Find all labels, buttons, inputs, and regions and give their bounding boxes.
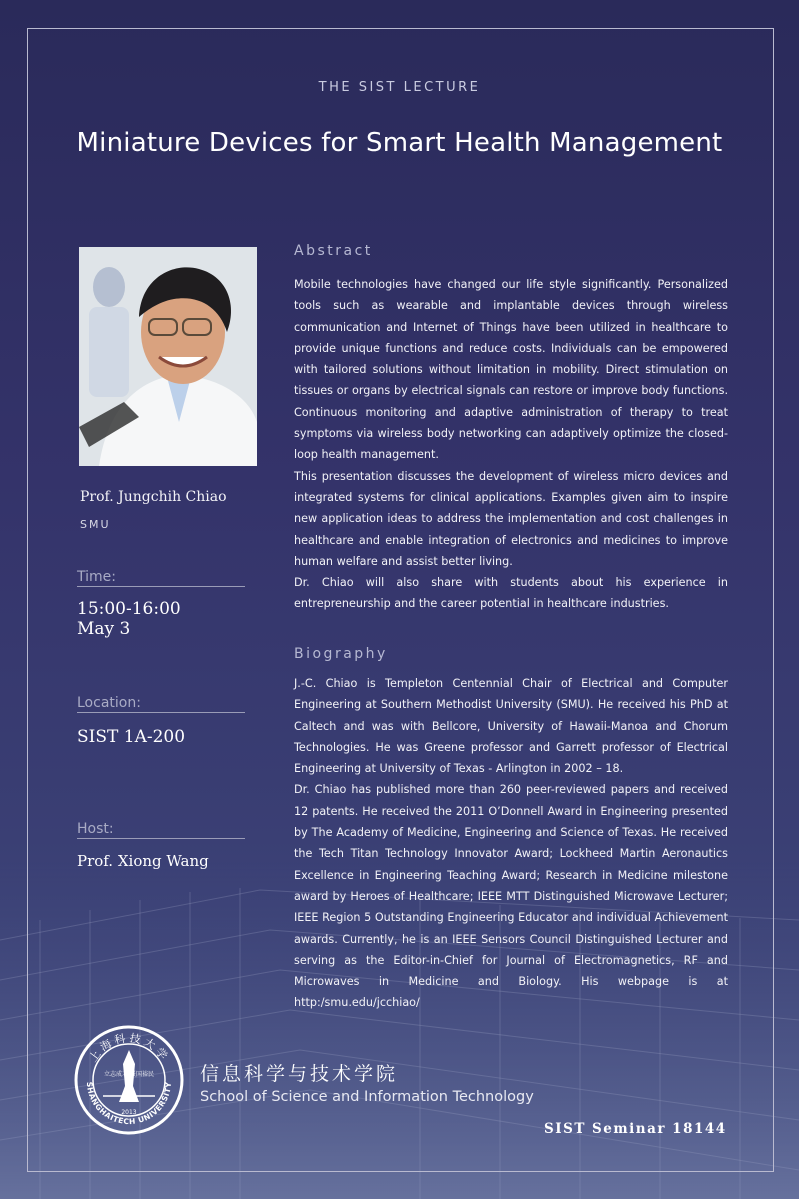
abstract-heading: Abstract — [294, 243, 373, 259]
speaker-name: Prof. Jungchih Chiao — [80, 489, 227, 505]
date: May 3 — [77, 619, 131, 639]
svg-text:上海科技大学: 上海科技大学 — [86, 1031, 172, 1065]
time-range: 15:00-16:00 — [77, 599, 181, 619]
abstract-paragraph: Mobile technologies have changed our life style significantly. Personalized tools such as wearable and implantable devices through wireless communication and Internet of Things have been utilized in healthcare to provide unique functions and reduce costs. Individuals can be empowered with tailored solutions without limitation in mobility. Direct stimulation on tissues or organs by electrical signals can restore or improve body functions. Continuous monitoring and adaptive administration of therapy to treat symptoms via wireless body networking can adaptively optimize the closed-loop health management. — [294, 278, 728, 462]
time-label: Time: — [77, 569, 245, 587]
location-label: Location: — [77, 695, 245, 713]
lecture-series-label: THE SIST LECTURE — [318, 80, 481, 95]
university-seal-logo — [73, 1024, 185, 1136]
svg-text:2013: 2013 — [121, 1109, 137, 1116]
svg-text:立志成才 报国裕民: 立志成才 报国裕民 — [104, 1071, 154, 1078]
biography-paragraph: J.-C. Chiao is Templeton Centennial Chair of Electrical and Computer Engineering at Southern Methodist University (SMU). He received his PhD at Caltech and was with Bellcore, University of Hawaii-Manoa and Chorum Technologies. He was Greene professor and Garrett professor of Electrical Engineering at University of Texas - Arlington in 2002 – 18. — [294, 677, 728, 776]
speaker-photo — [79, 247, 257, 466]
biography-heading: Biography — [294, 646, 388, 662]
school-name-english: School of Science and Information Technology — [200, 1089, 534, 1105]
biography-text — [294, 673, 728, 1014]
time-value — [77, 599, 181, 639]
lecture-title: Miniature Devices for Smart Health Management — [76, 128, 723, 158]
seminar-number: SIST Seminar 18144 — [544, 1121, 727, 1137]
svg-text:SHANGHAITECH UNIVERSITY: SHANGHAITECH UNIVERSITY — [84, 1081, 174, 1127]
school-name-chinese: 信息科学与技术学院 — [200, 1063, 399, 1085]
location-value: SIST 1A-200 — [77, 727, 186, 747]
abstract-text — [294, 274, 728, 615]
abstract-paragraph: This presentation discusses the development of wireless micro devices and integrated systems for clinical applications. Examples given aim to inspire new application ideas to address the implementation and cost challenges in healthcare and enable integration of electronics and medicines to improve human welfare and assist better living. — [294, 469, 728, 568]
host-label: Host: — [77, 821, 245, 839]
host-value: Prof. Xiong Wang — [77, 852, 209, 870]
biography-paragraph: Dr. Chiao has published more than 260 peer-reviewed papers and received 12 patents. He received the 2011 O’Donnell Award in Engineering presented by The Academy of Medicine, Engineering and Science of Texas. He received the Tech Titan Technology Innovator Award; Lockheed Martin Aeronautics Excellence in Engineering Teaching Award; Research in Medicine milestone award by Heroes of Healthcare; IEEE MTT Distinguished Microwave Lecturer; IEEE Region 5 Outstanding Engineering Educator and individual Achievement awards. Currently, he is an IEEE Sensors Council Distinguished Lecturer and serving as the Editor-in-Chief for Journal of Electromagnetics, RF and Microwaves in Medicine and Biology. His webpage is at http:/smu.edu/jcchiao/ — [294, 783, 728, 1010]
speaker-affiliation: SMU — [80, 518, 111, 531]
abstract-paragraph: Dr. Chiao will also share with students about his experience in entrepreneurship and the career potential in healthcare industries. — [294, 576, 728, 611]
